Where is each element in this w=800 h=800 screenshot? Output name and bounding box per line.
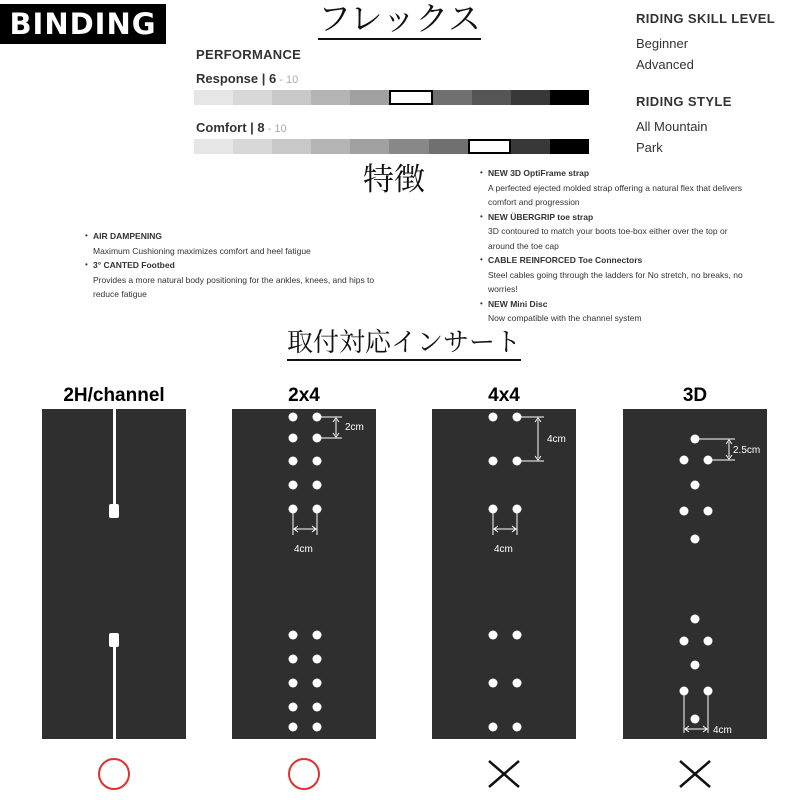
channel-slot-top — [113, 409, 116, 504]
style-item-park: Park — [636, 140, 663, 155]
feature-title: • 3° CANTED Footbed — [93, 260, 175, 270]
3d-diagram — [623, 409, 767, 739]
bar-segment — [233, 139, 272, 154]
response-label-text: Response | 6 — [196, 71, 277, 86]
2x4-diagram — [232, 409, 376, 739]
feature-title: • NEW 3D OptiFrame strap — [488, 168, 590, 178]
panel-2x4 — [232, 409, 376, 739]
inserts-heading: 取付対応インサート — [287, 327, 521, 361]
response-scale: - 10 — [276, 74, 299, 86]
bar-segment — [389, 139, 428, 154]
response-label — [196, 71, 298, 86]
bar-segment — [472, 90, 511, 105]
compatible-circle-icon — [96, 756, 132, 792]
insert-title-2h-channel: 2H/channel — [63, 385, 165, 406]
dim-label-2cm: 2cm — [345, 422, 364, 433]
channel-screw-top — [109, 504, 119, 518]
features-left-list — [85, 229, 375, 302]
dim-label-4cm-horizontal: 4cm — [494, 544, 513, 555]
hole-grid-top — [489, 413, 522, 514]
dim-label-4cm: 4cm — [294, 544, 313, 555]
bar-segment — [550, 139, 589, 154]
feature-desc: 3D contoured to match your boots toe-box either over the top or around the toe cap — [488, 226, 728, 251]
bar-segment — [511, 90, 550, 105]
features-right-list — [480, 166, 755, 326]
performance-title: PERFORMANCE — [196, 47, 302, 62]
dim-label-4cm-vertical: 4cm — [547, 434, 566, 445]
flex-heading: フレックス — [318, 0, 482, 38]
feature-desc: Now compatible with the channel system — [488, 313, 642, 323]
bar-segment-selected — [389, 90, 432, 105]
riding-style-title: RIDING STYLE — [636, 94, 732, 109]
comfort-label-text: Comfort | 8 — [196, 120, 265, 135]
bar-segment — [429, 139, 468, 154]
insert-title-4x4: 4x4 — [488, 385, 520, 406]
skill-item-beginner: Beginner — [636, 36, 689, 51]
hole-grid-bottom — [289, 631, 322, 732]
comfort-label — [196, 120, 287, 135]
panel-3d — [623, 409, 767, 739]
comfort-scale: - 10 — [264, 123, 287, 135]
feature-desc: Steel cables going through the ladders for No stretch, no breaks, no worries! — [488, 269, 743, 294]
incompatible-cross-icon — [486, 756, 522, 792]
panel-2h-channel — [42, 409, 186, 739]
feature-item — [85, 258, 375, 302]
bar-segment — [311, 139, 350, 154]
dimension-lines — [493, 417, 544, 535]
bar-segment — [233, 90, 272, 105]
hole-pattern-top — [680, 435, 713, 544]
feature-desc: A perfected ejected molded strap offering a natural flex that delivers comfort and progression — [488, 182, 743, 207]
bar-segment — [311, 90, 350, 105]
feature-desc: Maximum Cushioning maximizes comfort and heel fatigue — [93, 245, 311, 256]
feature-item — [85, 229, 375, 258]
insert-title-3d: 3D — [682, 385, 708, 406]
bar-segment — [550, 90, 589, 105]
features-heading: 特徴 — [363, 162, 425, 198]
insert-title-2x4: 2x4 — [288, 385, 320, 406]
style-item-all-mountain: All Mountain — [636, 119, 708, 134]
bar-segment — [272, 139, 311, 154]
feature-item — [480, 166, 755, 210]
feature-desc: Provides a more natural body positioning for the ankles, knees, and hips to reduce fatigue — [93, 274, 375, 299]
bar-segment — [433, 90, 472, 105]
feature-title: • AIR DAMPENING — [93, 231, 162, 241]
channel-screw-bottom — [109, 633, 119, 647]
bar-segment — [194, 90, 233, 105]
feature-item — [480, 297, 755, 326]
riding-skill-title: RIDING SKILL LEVEL — [636, 11, 776, 26]
4x4-diagram — [432, 409, 576, 739]
feature-title: • CABLE REINFORCED Toe Connectors — [488, 255, 643, 265]
feature-title: • NEW Mini Disc — [488, 298, 548, 309]
hole-grid-bottom — [489, 631, 522, 732]
bar-segment — [350, 90, 389, 105]
response-bar — [194, 90, 589, 105]
compatible-circle-icon — [286, 756, 322, 792]
feature-item — [480, 253, 755, 297]
feature-item — [480, 210, 755, 254]
bar-segment — [272, 90, 311, 105]
feature-title: • NEW ÜBERGRIP toe strap — [488, 211, 594, 222]
comfort-bar — [194, 139, 589, 154]
bar-segment — [194, 139, 233, 154]
binding-badge: BINDING — [0, 4, 166, 44]
channel-diagram — [42, 409, 186, 739]
dim-label-2-5cm: 2.5cm — [733, 445, 761, 456]
dim-label-4cm: 4cm — [713, 725, 732, 736]
incompatible-cross-icon — [677, 756, 713, 792]
panel-4x4 — [432, 409, 576, 739]
bar-segment — [511, 139, 550, 154]
hole-grid-top — [289, 413, 322, 514]
bar-segment — [350, 139, 389, 154]
bar-segment-selected — [468, 139, 511, 154]
channel-slot-bottom — [113, 647, 116, 739]
skill-item-advanced: Advanced — [636, 57, 694, 72]
